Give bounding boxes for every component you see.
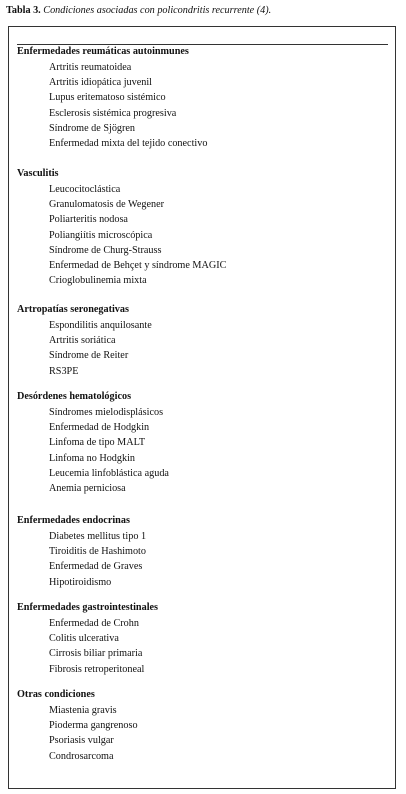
condition-item: Pioderma gangrenoso <box>49 720 138 732</box>
section-heading: Desórdenes hematológicos <box>17 391 132 402</box>
condition-item: Leucemia linfoblástica aguda <box>49 467 169 479</box>
condition-item: Artritis idiopática juvenil <box>49 77 152 89</box>
condition-item: Poliangiítis microscópica <box>49 229 153 241</box>
table-caption-label: Tabla 3. <box>6 5 41 16</box>
condition-item: Granulomatosis de Wegener <box>49 199 164 211</box>
condition-item: Linfoma de tipo MALT <box>49 437 146 449</box>
condition-item: Colitis ulcerativa <box>49 633 119 645</box>
condition-item: Síndromes mielodisplásicos <box>49 407 164 418</box>
condition-item: Diabetes mellitus tipo 1 <box>49 531 147 542</box>
condition-item: Artritis reumatoidea <box>49 62 132 73</box>
condition-item: Condrosarcoma <box>49 750 114 762</box>
condition-item: Enfermedad de Graves <box>49 561 143 573</box>
condition-item: RS3PE <box>49 365 79 377</box>
condition-item: Artritis soriática <box>49 335 116 347</box>
condition-item: Poliarteritis nodosa <box>49 214 128 226</box>
condition-item: Síndrome de Churg-Strauss <box>49 244 162 256</box>
condition-item: Leucocitoclástica <box>49 184 121 195</box>
condition-item: Enfermedad de Behçet y síndrome MAGIC <box>49 260 227 271</box>
condition-item: Hipotiroidismo <box>49 576 112 588</box>
condition-item: Síndrome de Sjögren <box>49 122 136 134</box>
section-heading: Otras condiciones <box>17 689 95 700</box>
section-heading: Enfermedades gastrointestinales <box>17 602 159 613</box>
condition-item: Síndrome de Reiter <box>49 350 129 362</box>
condition-item: Fibrosis retroperitoneal <box>49 663 145 675</box>
section-heading: Vasculitis <box>17 168 59 179</box>
condition-item: Crioglobulinemia mixta <box>49 275 147 287</box>
condition-item: Tiroiditis de Hashimoto <box>49 546 146 558</box>
section-heading: Enfermedades endocrinas <box>17 515 130 526</box>
table-caption <box>6 4 271 17</box>
condition-item: Linfoma no Hodgkin <box>49 452 136 464</box>
table-header-rule <box>17 44 388 45</box>
condition-item: Lupus eritematoso sistémico <box>49 92 166 104</box>
table-caption-title: Condiciones asociadas con policondritis recurrente (4). <box>43 5 272 16</box>
condition-item: Miastenia gravis <box>49 705 117 716</box>
section-heading: Artropatías seronegativas <box>17 304 129 315</box>
condition-item: Enfermedad de Crohn <box>49 618 139 629</box>
table-frame <box>8 26 396 789</box>
section-heading: Enfermedades reumáticas autoinmunes <box>17 46 189 57</box>
condition-item: Enfermedad de Hodgkin <box>49 422 150 434</box>
condition-item: Psoriasis vulgar <box>49 735 114 747</box>
condition-item: Espondilitis anquilosante <box>49 320 152 331</box>
condition-item: Enfermedad mixta del tejido conectivo <box>49 138 208 149</box>
condition-item: Esclerosis sistémica progresiva <box>49 107 177 119</box>
condition-item: Cirrosis biliar primaria <box>49 648 143 660</box>
condition-item: Anemia perniciosa <box>49 483 126 494</box>
